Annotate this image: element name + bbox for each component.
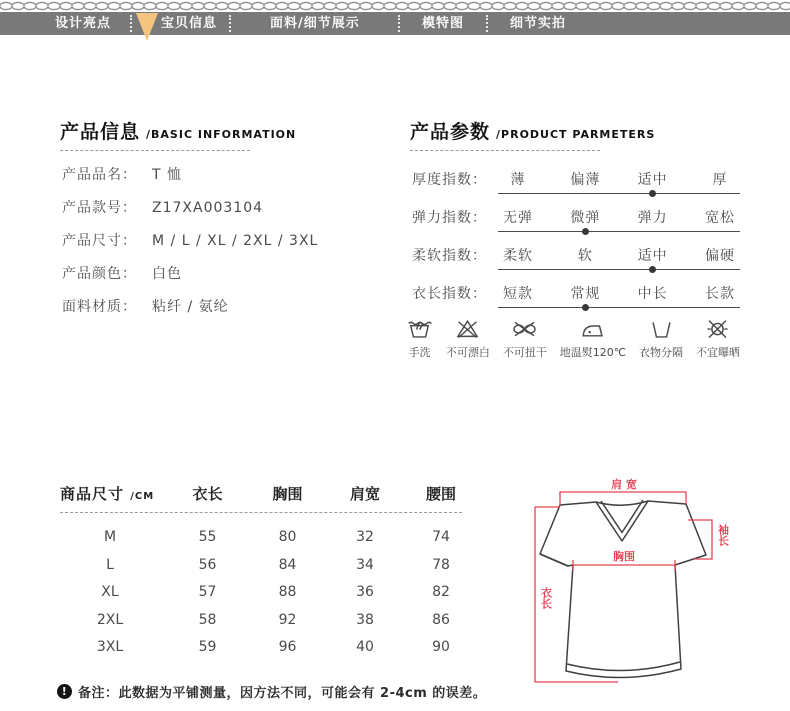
- indicator-scale: [498, 207, 740, 227]
- value-cell: 80: [278, 529, 297, 545]
- tab-separator: [486, 15, 488, 32]
- column-header: 衣长: [192, 485, 223, 503]
- value-cell: 88: [278, 584, 297, 600]
- indicator-dot: [649, 190, 656, 197]
- table-row: [60, 584, 472, 600]
- care-label: 衣物分隔: [639, 346, 684, 359]
- care-item: [696, 315, 740, 360]
- indicator-option: 中长: [637, 286, 668, 302]
- tab-fabric-details[interactable]: 面料/细节展示: [270, 16, 360, 31]
- care-label: 地温熨120℃: [559, 346, 627, 359]
- value-cell: 55: [198, 529, 217, 545]
- value-cell: 32: [356, 529, 374, 545]
- size-table-title: 商品尺寸: [60, 485, 125, 503]
- product-sizes-row: [62, 230, 318, 250]
- row-label: 产品颜色：: [62, 266, 137, 282]
- indicator-option: 弹力: [637, 210, 668, 226]
- chain-border-decoration: [0, 1, 790, 11]
- parameters-heading: [410, 117, 655, 144]
- tab-item-info[interactable]: 宝贝信息: [161, 16, 218, 31]
- value-cell: 36: [356, 584, 374, 600]
- indicator-option: 偏硬: [704, 248, 735, 264]
- thickness-indicator-row: [412, 169, 742, 199]
- softness-indicator-row: [412, 245, 742, 275]
- product-model-row: [62, 197, 263, 217]
- table-row: [60, 557, 472, 573]
- row-label: 产品尺寸：: [62, 233, 137, 249]
- tshirt-outline: [540, 500, 706, 678]
- tab-design-highlights[interactable]: 设计亮点: [55, 16, 112, 31]
- value-cell: 86: [432, 612, 450, 628]
- indicator-option: 薄: [510, 172, 526, 188]
- table-row: [60, 612, 472, 628]
- indicator-label: 柔软指数：: [412, 248, 487, 264]
- care-label: 不可扭干: [502, 346, 547, 359]
- elasticity-indicator-row: [412, 207, 742, 237]
- value-cell: 38: [356, 612, 374, 628]
- indicator-line: [498, 269, 740, 270]
- indicator-dot: [582, 228, 589, 235]
- indicator-line: [498, 307, 740, 308]
- column-header: 腰围: [425, 485, 456, 503]
- indicator-option: 常规: [570, 286, 601, 302]
- value-cell: 57: [198, 584, 217, 600]
- indicator-label: 衣长指数：: [412, 286, 487, 302]
- indicator-dot: [582, 304, 589, 311]
- tab-detail-shots[interactable]: 细节实拍: [510, 16, 567, 31]
- table-dashed-rule: [60, 512, 462, 513]
- heading-dashed-rule: [410, 150, 600, 151]
- row-label: 面料材质：: [62, 299, 137, 315]
- care-item: [560, 315, 626, 360]
- parameters-title: 产品参数: [410, 121, 491, 143]
- no-wring-icon: [511, 315, 538, 342]
- tab-separator: [229, 15, 231, 32]
- column-header: 肩宽: [349, 485, 380, 503]
- value-cell: 59: [198, 639, 217, 655]
- size-cell: 2XL: [96, 612, 124, 628]
- indicator-option: 适中: [637, 248, 668, 264]
- column-header: 胸围: [272, 485, 303, 503]
- indicator-option: 适中: [637, 172, 668, 188]
- indicator-scale: [498, 283, 740, 303]
- care-item: [406, 315, 433, 360]
- nav-bar: [0, 12, 790, 35]
- tab-separator: [130, 15, 132, 32]
- value-cell: 90: [432, 639, 450, 655]
- indicator-option: 微弹: [570, 210, 601, 226]
- basic-info-subtitle: /BASIC INFORMATION: [146, 128, 297, 141]
- indicator-option: 短款: [503, 286, 533, 302]
- indicator-option: 宽松: [704, 210, 735, 226]
- care-label: 不宜曝晒: [695, 346, 740, 359]
- size-table-unit: /CM: [130, 491, 155, 502]
- care-item: [503, 315, 547, 360]
- shoulder-width-label: 肩 宽: [611, 478, 637, 491]
- value-cell: 40: [356, 639, 374, 655]
- basic-info-title: 产品信息: [60, 121, 141, 143]
- value-cell: 58: [198, 612, 217, 628]
- size-cell: XL: [101, 584, 119, 600]
- row-value: Z17XA003104: [152, 200, 264, 216]
- no-bleach-icon: [454, 315, 481, 342]
- value-cell: 74: [432, 529, 450, 545]
- chest-label: 胸围: [613, 550, 635, 563]
- product-material-row: [62, 296, 229, 316]
- sleeve-length-label: 袖长: [716, 524, 730, 546]
- indicator-dot: [649, 266, 656, 273]
- indicator-line: [498, 231, 740, 232]
- wash-separately-icon: [648, 315, 675, 342]
- tab-model-photos[interactable]: 模特图: [422, 16, 465, 31]
- indicator-scale: [498, 245, 740, 265]
- value-cell: 82: [432, 584, 450, 600]
- indicator-line: [498, 193, 740, 194]
- tab-separator: [398, 15, 400, 32]
- indicator-option: 偏薄: [570, 172, 601, 188]
- row-value: 粘纤 / 氨纶: [152, 299, 229, 315]
- parameters-subtitle: /PRODUCT PARMETERS: [496, 128, 656, 141]
- basic-info-heading: [60, 117, 296, 144]
- care-label: 不可漂白: [445, 346, 490, 359]
- care-item: [639, 315, 683, 360]
- indicator-option: 长款: [704, 286, 735, 302]
- product-color-row: [62, 263, 182, 283]
- indicator-scale: [498, 169, 740, 189]
- row-value: T 恤: [152, 167, 183, 183]
- size-table-header: [60, 483, 472, 504]
- value-cell: 56: [198, 557, 217, 573]
- size-cell: 3XL: [96, 639, 124, 655]
- garment-length-label: 衣长: [539, 587, 553, 609]
- note-text: 备注：此数据为平铺测量，因方法不同，可能会有 2-4cm 的误差。: [78, 686, 487, 701]
- indicator-option: 软: [577, 248, 593, 264]
- size-cell: L: [106, 557, 114, 573]
- table-row: [60, 529, 472, 545]
- size-cell: M: [103, 529, 117, 545]
- no-sun-exposure-icon: [704, 315, 731, 342]
- indicator-option: 无弹: [503, 210, 533, 226]
- care-instructions: [406, 315, 740, 360]
- row-value: 白色: [152, 266, 182, 282]
- indicator-option: 厚: [712, 172, 728, 188]
- care-label: 手洗: [408, 346, 431, 359]
- value-cell: 96: [278, 639, 297, 655]
- measurement-note: [57, 682, 486, 701]
- indicator-label: 弹力指数：: [412, 210, 487, 226]
- hand-wash-icon: [406, 315, 433, 342]
- value-cell: 34: [356, 557, 374, 573]
- tshirt-measure-diagram: [513, 462, 790, 707]
- indicator-label: 厚度指数：: [412, 172, 487, 188]
- row-label: 产品品名：: [62, 167, 137, 183]
- exclamation-icon: !: [57, 684, 72, 699]
- heading-dashed-rule: [60, 150, 250, 151]
- value-cell: 84: [278, 557, 297, 573]
- row-label: 产品款号：: [62, 200, 137, 216]
- care-item: [446, 315, 490, 360]
- value-cell: 92: [278, 612, 297, 628]
- garment-length-indicator-row: [412, 283, 742, 313]
- row-value: M / L / XL / 2XL / 3XL: [152, 233, 319, 249]
- active-tab-triangle-icon: [136, 13, 158, 41]
- indicator-option: 柔软: [503, 248, 533, 264]
- product-name-row: [62, 164, 182, 184]
- value-cell: 78: [432, 557, 450, 573]
- table-row: [60, 639, 472, 655]
- low-temp-iron-icon: [579, 315, 606, 342]
